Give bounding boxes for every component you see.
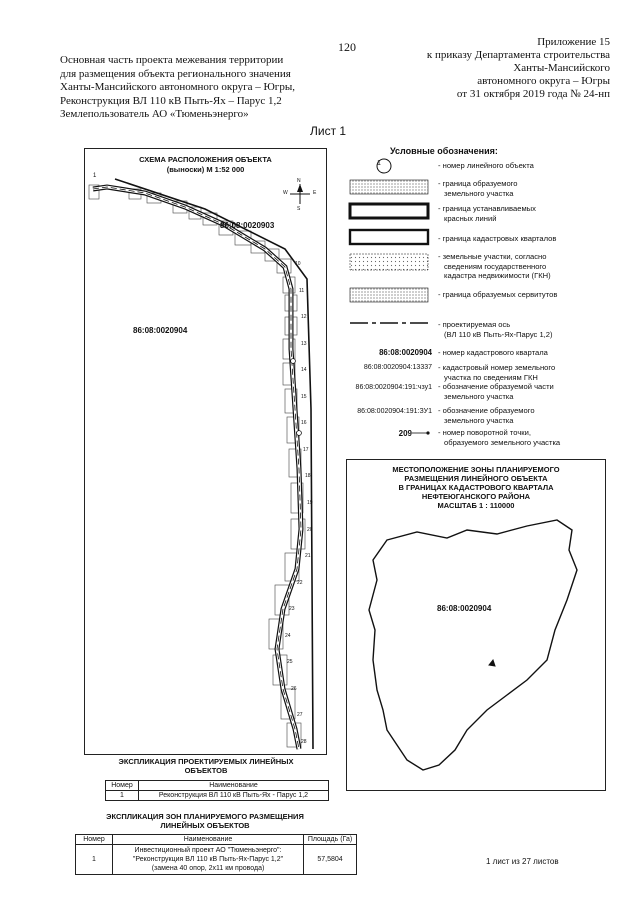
scheme-map-scale: (выноски) М 1:52 000 bbox=[166, 165, 245, 174]
table-header: Наименование bbox=[139, 781, 329, 791]
parcel-boxes bbox=[89, 185, 305, 747]
legend-item: - земельные участки, согласно сведениям государственного кадастра недвижимости (ГКН) bbox=[438, 252, 551, 280]
point-number: 12 bbox=[301, 314, 307, 321]
point-number: 17 bbox=[303, 446, 309, 453]
location-map-title: РАЗМЕЩЕНИЯ ЛИНЕЙНОГО ОБЪЕКТА bbox=[404, 474, 548, 483]
legend-circle-number: 1 bbox=[377, 160, 381, 167]
legend-code: 209 bbox=[398, 429, 412, 438]
legend-code: 86:08:0020904:13337 bbox=[363, 364, 432, 371]
appendix-line: автономного округа – Югры bbox=[477, 75, 610, 87]
point-number: 11 bbox=[299, 287, 305, 294]
legend-item: - проектируемая ось (ВЛ 110 кВ Пыть-Ях-Парус 1,2) bbox=[438, 320, 553, 339]
appendix-line: к приказу Департамента строительства bbox=[426, 49, 610, 61]
legend-quarter-symbol bbox=[350, 230, 428, 244]
scheme-map bbox=[84, 148, 327, 755]
legend-point-symbol bbox=[426, 431, 429, 434]
appendix-line: от 31 октября 2019 года № 24-нп bbox=[456, 88, 610, 100]
legend-item: - граница устанавливаемых красных линий bbox=[438, 204, 536, 223]
compass-icon bbox=[290, 184, 310, 204]
location-map-title: НЕФТЕЮГАНСКОГО РАЙОНА bbox=[421, 492, 531, 501]
legend-code: 86:08:0020904 bbox=[379, 348, 432, 357]
district-outline bbox=[347, 460, 605, 790]
page-number: 120 bbox=[338, 40, 356, 54]
point-number: 21 bbox=[305, 553, 311, 560]
point-number: 16 bbox=[301, 420, 307, 427]
legend-item: - номер поворотной точки, образуемого земельного участка bbox=[438, 428, 561, 447]
legend-symbols bbox=[346, 156, 436, 446]
corridor-inner bbox=[93, 187, 301, 749]
location-map-title: МЕСТОПОЛОЖЕНИЕ ЗОНЫ ПЛАНИРУЕМОГО bbox=[392, 465, 560, 474]
point-number: 13 bbox=[301, 340, 307, 347]
legend-redline-symbol bbox=[350, 204, 428, 218]
table1-title: ЭКСПЛИКАЦИЯ ПРОЕКТИРУЕМЫХ ЛИНЕЙНЫХ ОБЪЕКТОВ bbox=[118, 757, 294, 775]
table-cell: 1 bbox=[76, 845, 113, 875]
table-cell: 57,5804 bbox=[304, 845, 357, 875]
legend-item: - номер кадастрового квартала bbox=[438, 348, 548, 357]
legend-item: - граница образуемых сервитутов bbox=[438, 290, 558, 299]
legend-code: 86:08:0020904:191:ЗУ1 bbox=[357, 408, 432, 415]
table-header: Номер bbox=[106, 781, 139, 791]
title-line: Ханты-Мансийского автономного округа – Югры, bbox=[60, 81, 295, 93]
point-number: 22 bbox=[297, 579, 303, 586]
legend-parcel-symbol bbox=[350, 180, 428, 194]
location-map-scale: МАСШТАБ 1 : 110000 bbox=[437, 501, 515, 510]
point-label-start: 1 bbox=[93, 173, 97, 179]
table-header: Площадь (Га) bbox=[304, 835, 357, 845]
location-map bbox=[346, 459, 606, 791]
point-number: 18 bbox=[305, 473, 311, 480]
legend-title: Условные обозначения: bbox=[390, 146, 498, 156]
table-row bbox=[76, 845, 357, 875]
compass-e: E bbox=[313, 190, 317, 196]
point-number: 15 bbox=[301, 393, 307, 400]
point-number: 19 bbox=[307, 500, 313, 506]
linear-objects-table bbox=[105, 780, 329, 801]
legend-item: - граница образуемого земельного участка bbox=[438, 179, 518, 198]
appendix-header bbox=[370, 36, 610, 101]
document-title bbox=[60, 54, 320, 122]
legend-item: - номер линейного объекта bbox=[438, 161, 534, 170]
corridor-outer bbox=[93, 187, 301, 749]
legend-gkn-symbol bbox=[350, 254, 428, 270]
point-number: 25 bbox=[287, 659, 293, 666]
legend-item: - обозначение образуемого земельного участка bbox=[438, 406, 535, 425]
table-header: Наименование bbox=[113, 835, 304, 845]
table-row bbox=[106, 791, 329, 801]
table-cell: Инвестиционный проект АО "Тюменьэнерго": "Реконструкция ВЛ 110 кВ Пыть-Ях-Парус 1,2" (замена 40 опор, 2х11 км провода) bbox=[113, 845, 304, 875]
sheets-count: 1 лист из 27 листов bbox=[486, 857, 559, 866]
legend-item: - обозначение образуемой части земельного участка bbox=[438, 382, 554, 401]
scheme-map-title: СХЕМА РАСПОЛОЖЕНИЯ ОБЪЕКТА bbox=[139, 155, 272, 164]
quarter-label-2: 86:08:0020904 bbox=[133, 326, 188, 335]
point-number: 10 bbox=[295, 261, 301, 267]
compass-s: S bbox=[297, 206, 301, 212]
location-quarter-label: 86:08:0020904 bbox=[437, 604, 492, 613]
projected-axis bbox=[93, 187, 301, 749]
title-line: для размещения объекта регионального значения bbox=[60, 67, 291, 80]
legend-servitude-symbol bbox=[350, 288, 428, 302]
point-number: 20 bbox=[307, 526, 313, 533]
appendix-line: Приложение 15 bbox=[537, 36, 610, 48]
point-number: 26 bbox=[291, 685, 297, 692]
table-cell: Реконструкция ВЛ 110 кВ Пыть-Ях - Парус 1,2 bbox=[139, 791, 329, 801]
appendix-line: Ханты-Мансийского bbox=[513, 62, 610, 74]
title-line: Реконструкция ВЛ 110 кВ Пыть-Ях – Парус 1,2 bbox=[60, 94, 282, 107]
planned-zones-table bbox=[75, 834, 357, 875]
sheet-label: Лист 1 bbox=[310, 124, 347, 138]
compass-w: W bbox=[283, 190, 288, 196]
quarter-label-1: 86:08:0020903 bbox=[220, 221, 275, 230]
location-map-title: В ГРАНИЦАХ КАДАСТРОВОГО КВАРТАЛА bbox=[398, 483, 554, 492]
compass-n: N bbox=[297, 178, 301, 184]
legend-code: 86:08:0020904:191:чзу1 bbox=[355, 384, 432, 391]
title-line: Основная часть проекта межевания территории bbox=[60, 54, 284, 66]
point-number: 28 bbox=[301, 739, 307, 745]
point-number: 23 bbox=[289, 606, 295, 613]
legend-item: - кадастровый номер земельного участка по сведениям ГКН bbox=[438, 363, 556, 382]
title-line: Землепользователь АО «Тюменьэнерго» bbox=[60, 108, 249, 120]
table2-title: ЭКСПЛИКАЦИЯ ЗОН ПЛАНИРУЕМОГО РАЗМЕЩЕНИЯ ЛИНЕЙНЫХ ОБЪЕКТОВ bbox=[106, 812, 304, 830]
point-number: 27 bbox=[297, 712, 303, 719]
table-cell: 1 bbox=[106, 791, 139, 801]
point-number: 14 bbox=[301, 367, 307, 374]
point-number: 24 bbox=[285, 632, 291, 639]
legend-item: - граница кадастровых кварталов bbox=[438, 234, 557, 243]
table-header: Номер bbox=[76, 835, 113, 845]
